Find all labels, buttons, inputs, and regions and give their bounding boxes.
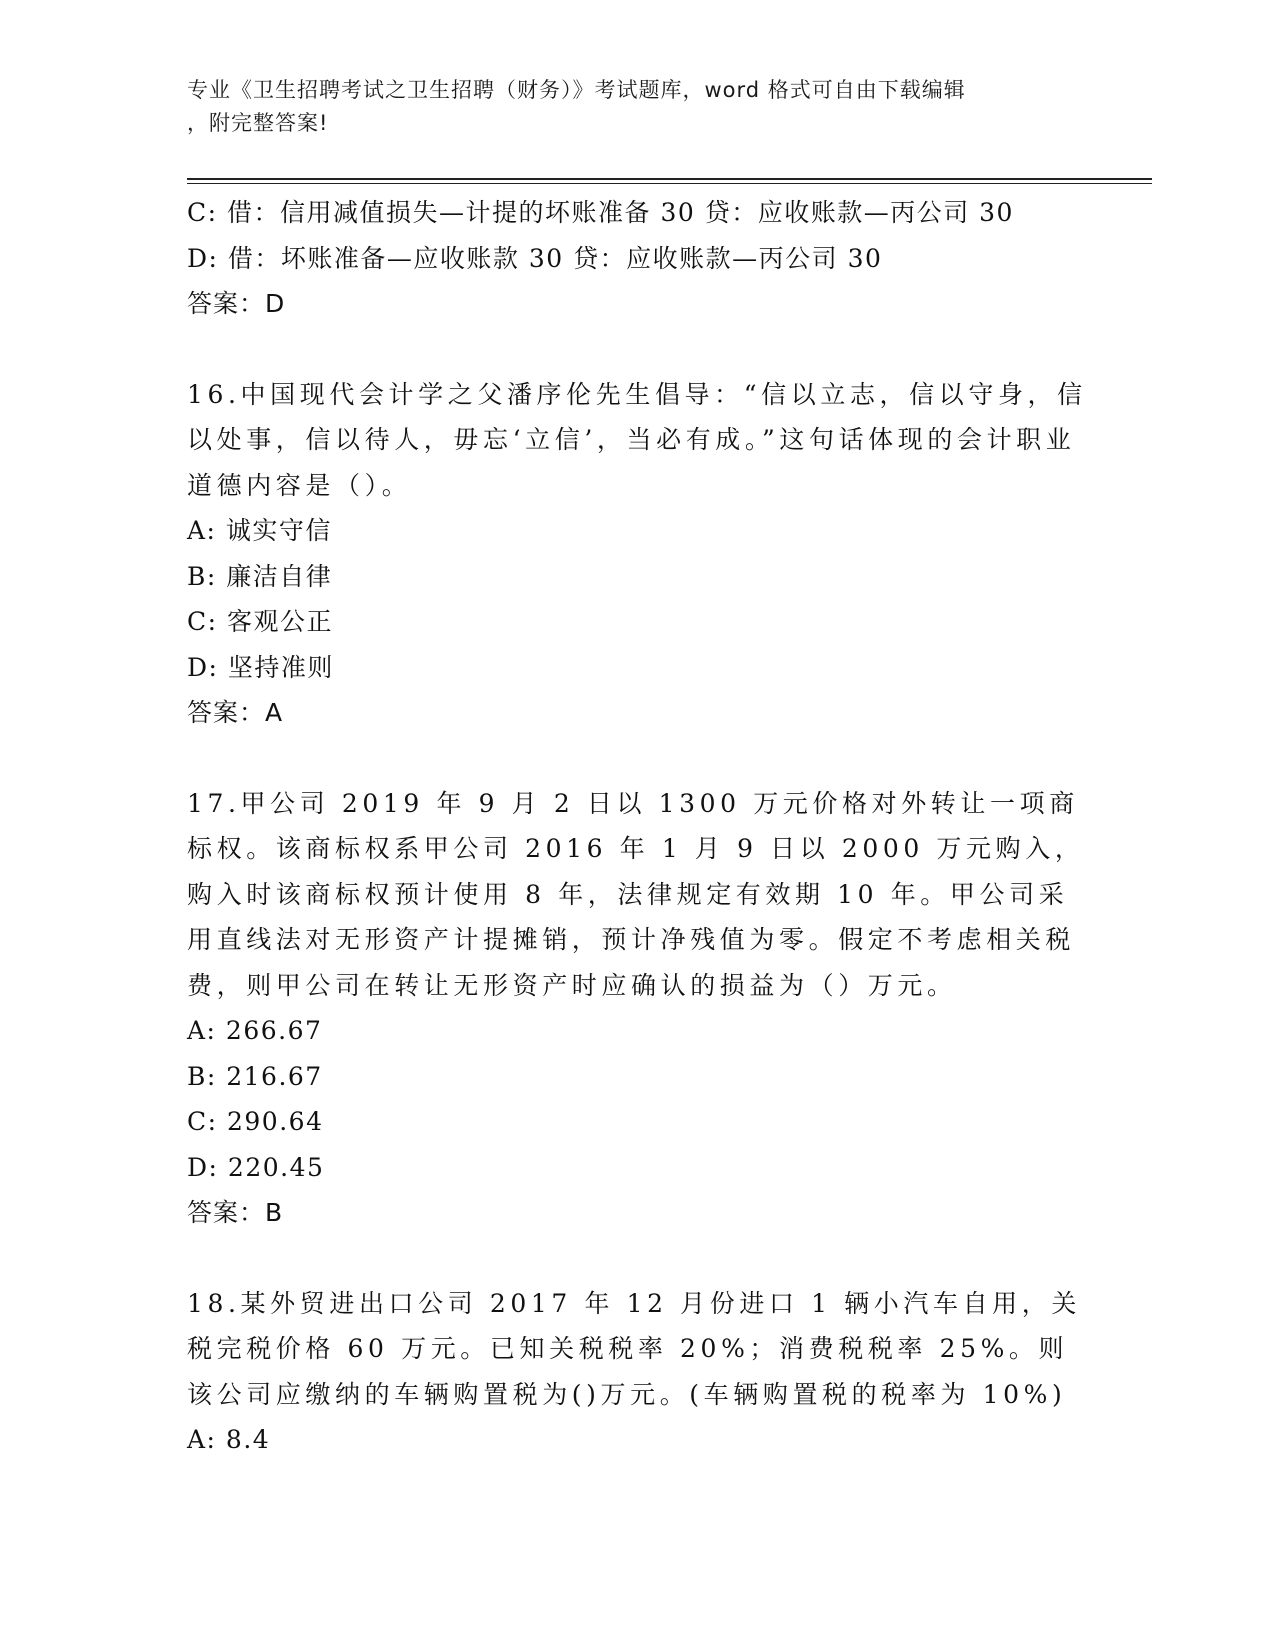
q17-option-d: D: 220.45 [187, 1152, 325, 1182]
q16-option-b: B: 廉洁自律 [187, 561, 333, 591]
header-line-1: 专业《卫生招聘考试之卫生招聘（财务）》考试题库，word 格式可自由下载编辑 [187, 78, 966, 102]
document-header [187, 74, 1087, 140]
q18-stem: 18.某外贸进出口公司 2017 年 12 月份进口 1 辆小汽车自用，关税完税价格 60 万元。已知关税税率 20%；消费税税率 25%。则该公司应缴纳的车辆购置税为()万元。(车辆购置税的税率为 10%) [187, 1288, 1081, 1409]
q16-option-d: D: 坚持准则 [187, 652, 334, 682]
header-line-2: ，附完整答案! [187, 111, 329, 135]
q17-answer: 答案：B [187, 1198, 284, 1227]
q17-stem: 17.甲公司 2019 年 9 月 2 日以 1300 万元价格对外转让一项商标权。该商标权系甲公司 2016 年 1 月 9 日以 2000 万元购入，购入时该商标权预计使用 8 年，法律规定有效期 10 年。甲公司采用直线法对无形资产计提摊销，预计净残值为零。假定不考虑相关税费，则甲公司在转让无形资产时应确认的损益为（）万元。 [187, 788, 1085, 1000]
q15-option-d: D: 借：坏账准备—应收账款 30 贷：应收账款—丙公司 30 [187, 243, 883, 273]
question-18 [187, 1281, 1087, 1463]
question-15-fragment [187, 190, 1087, 327]
question-16 [187, 372, 1087, 736]
q17-option-b: B: 216.67 [187, 1061, 323, 1091]
spacer [187, 736, 1087, 781]
spacer [187, 1236, 1087, 1281]
q16-option-a: A: 诚实守信 [187, 516, 332, 545]
q16-stem: 16.中国现代会计学之父潘序伦先生倡导：“信以立志，信以守身，信以处事，信以待人，毋忘‘立信’，当必有成。”这句话体现的会计职业道德内容是（）。 [187, 379, 1087, 500]
q16-answer: 答案：A [187, 698, 284, 727]
spacer [187, 327, 1087, 372]
q16-option-c: C: 客观公正 [187, 607, 333, 636]
header-divider [187, 178, 1152, 184]
question-list [187, 190, 1087, 1463]
q15-option-c: C: 借：信用减值损失—计提的坏账准备 30 贷：应收账款—丙公司 30 [187, 198, 1014, 227]
q17-option-c: C: 290.64 [187, 1107, 324, 1136]
q15-answer: 答案：D [187, 289, 286, 318]
q17-option-a: A: 266.67 [187, 1016, 323, 1045]
question-17 [187, 781, 1087, 1236]
q18-option-a: A: 8.4 [187, 1425, 271, 1454]
